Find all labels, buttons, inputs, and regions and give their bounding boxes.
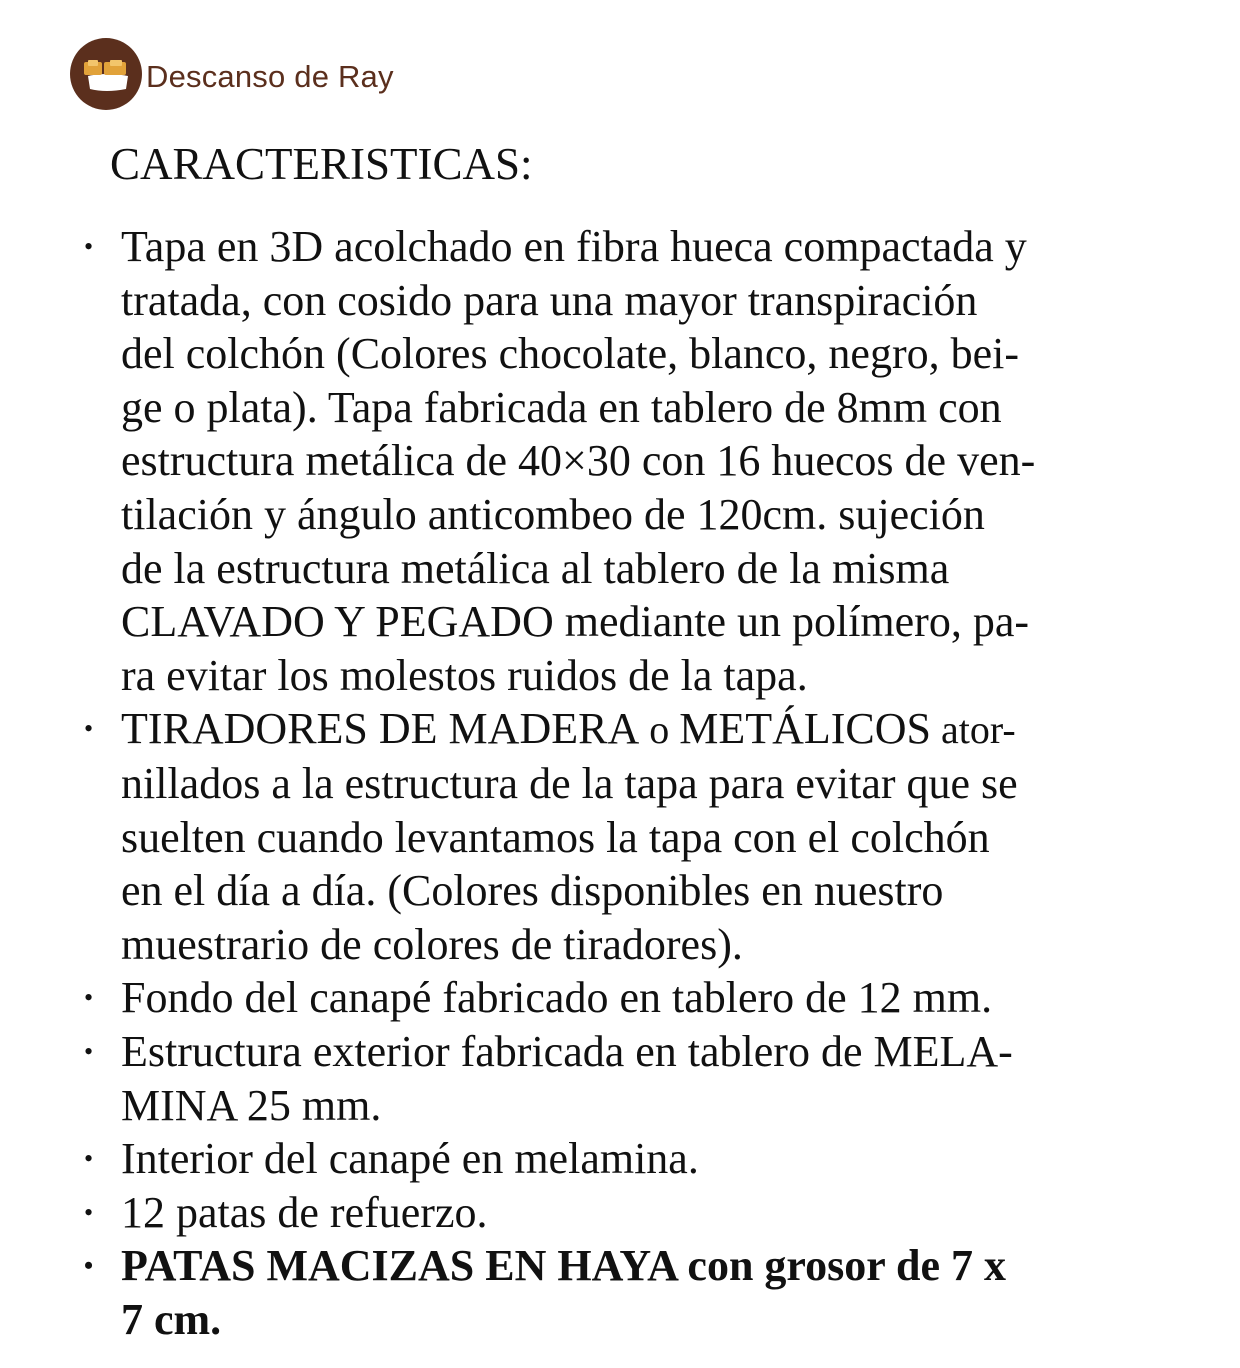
list-item — [80, 220, 1180, 702]
text-line: ra evitar los molestos ruidos de la tapa. — [121, 650, 808, 700]
text-line: tratada, con cosido para una mayor transpiración — [121, 275, 978, 325]
text-segment: TIRADORES DE MADERA — [121, 704, 640, 754]
features-list — [80, 220, 1180, 1346]
text-segment: METÁLICOS — [679, 704, 932, 754]
text-line: 7 cm. — [121, 1294, 222, 1344]
text-line: CLAVADO Y PEGADO mediante un polímero, pa- — [121, 597, 1030, 647]
bullet-icon: • — [84, 1197, 94, 1227]
text-line: suelten cuando levantamos la tapa con el colchón — [121, 812, 990, 862]
text-line: en el día a día. (Colores disponibles en nuestro — [121, 866, 944, 916]
list-item — [80, 702, 1180, 971]
text-line: MINA 25 mm. — [121, 1080, 382, 1130]
text-line: tilación y ángulo anticombeo de 120cm. sujeción — [121, 489, 985, 539]
text-line — [121, 702, 1180, 757]
text-line: Fondo del canapé fabricado en tablero de 12 mm. — [121, 973, 993, 1023]
text-line: de la estructura metálica al tablero de la misma — [121, 543, 950, 593]
list-item — [80, 971, 1180, 1025]
page-title: CARACTERISTICAS: — [110, 139, 533, 189]
text-line: 12 patas de refuerzo. — [121, 1187, 488, 1237]
bullet-icon: • — [84, 1251, 94, 1281]
bullet-icon: • — [84, 232, 94, 261]
text-line: estructura metálica de 40×30 con 16 huecos de ven- — [121, 436, 1036, 486]
text-line: Interior del canapé en melamina. — [121, 1134, 699, 1184]
text-line: nillados a la estructura de la tapa para evitar que se — [121, 758, 1018, 808]
list-item — [80, 1239, 1180, 1346]
text-line: PATAS MACIZAS EN HAYA con grosor de 7 x — [121, 1241, 1007, 1291]
text-line: del colchón (Colores chocolate, blanco, negro, bei- — [121, 329, 1020, 379]
list-item — [80, 1025, 1180, 1132]
text-line: Estructura exterior fabricada en tablero de MELA- — [121, 1026, 1013, 1076]
text-line: muestrario de colores de tiradores). — [121, 919, 743, 969]
text-segment: ator- — [931, 707, 1016, 753]
text-line: Tapa en 3D acolchado en fibra hueca compactada y — [121, 222, 1027, 271]
header — [68, 36, 394, 112]
text-line: ge o plata). Tapa fabricada en tablero de 8mm con — [121, 382, 1002, 432]
list-item — [80, 1186, 1180, 1240]
text-segment: o — [639, 707, 680, 753]
bullet-icon: • — [84, 1144, 94, 1174]
bullet-icon: • — [84, 983, 94, 1013]
bed-logo-icon — [68, 36, 144, 112]
list-item — [80, 1132, 1180, 1186]
bullet-icon: • — [84, 714, 94, 744]
brand-name: Descanso de Ray — [146, 59, 394, 94]
bullet-icon: • — [84, 1036, 94, 1066]
